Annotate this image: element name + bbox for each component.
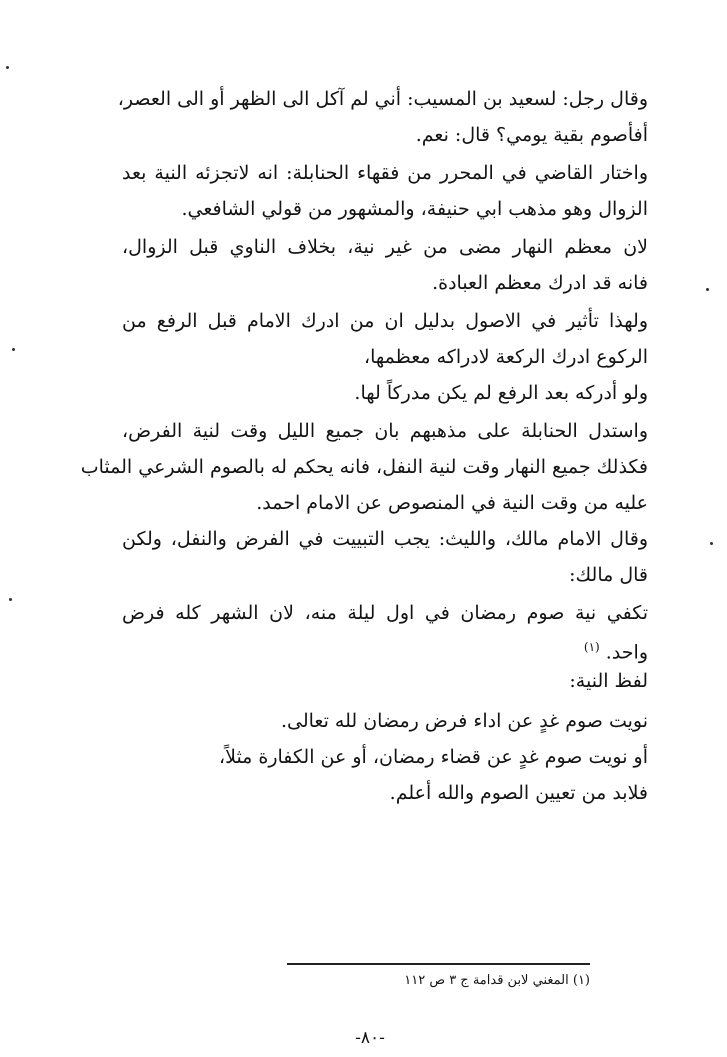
text-line: الزوال وهو مذهب ابي حنيفة، والمشهور من قولي الشافعي. [181,198,648,220]
footnote-marker: (١) [583,640,600,654]
text-line: وقال رجل: لسعيد بن المسيب: أني لم آكل الى الظهر أو الى العصر، [117,88,648,110]
text-line: قال مالك: [569,564,648,586]
text-line: الركوع ادرك الركعة لادراكه معظمها، [363,346,648,368]
scan-speck [9,598,12,601]
text-line: أفأصوم بقية يومي؟ قال: نعم. [415,124,648,146]
text-line: ولو أدركه بعد الرفع لم يكن مدركاً لها. [354,382,648,404]
page-number: -٨٠- [355,1028,385,1048]
section-heading: لفظ النية: [569,670,648,692]
text-line: فكذلك جميع النهار وقت لنية النفل، فانه يحكم له بالصوم الشرعي المثاب [80,456,648,478]
text-line: وقال الامام مالك، والليث: يجب التبييت في الفرض والنفل، ولكن [122,528,648,550]
footnote: (١) المغني لابن قدامة ج ٣ ص ١١٢ [404,973,590,988]
text-line: واختار القاضي في المحرر من فقهاء الحنابلة: انه لاتجزئه النية بعد [122,162,648,184]
intention-line: نويت صوم غدٍ عن اداء فرض رمضان لله تعالى. [280,710,648,732]
text-line: واستدل الحنابلة على مذهبهم بان جميع الليل وقت لنية الفرض، [122,420,648,442]
text-line [122,630,648,664]
scan-speck [6,66,9,69]
intention-line: أو نويت صوم غدٍ عن قضاء رمضان، أو عن الكفارة مثلاً، [218,746,648,768]
text-line: عليه من وقت النية في المنصوص عن الامام احمد. [256,492,648,514]
text-line: لان معظم النهار مضى من غير نية، بخلاف الناوي قبل الزوال، [122,236,648,258]
text-line-end: واحد. [605,641,648,664]
scan-speck [12,348,15,351]
text-line: ولهذا تأثير في الاصول بدليل ان من ادرك الامام قبل الرفع من [122,310,648,332]
scan-speck [710,542,713,545]
intention-line: فلابد من تعيين الصوم والله أعلم. [389,782,648,804]
scan-speck [706,288,709,291]
text-line: فانه قد ادرك معظم العبادة. [432,272,648,294]
footnote-divider [287,963,590,965]
text-line: تكفي نية صوم رمضان في اول ليلة منه، لان الشهر كله فرض [122,602,648,624]
